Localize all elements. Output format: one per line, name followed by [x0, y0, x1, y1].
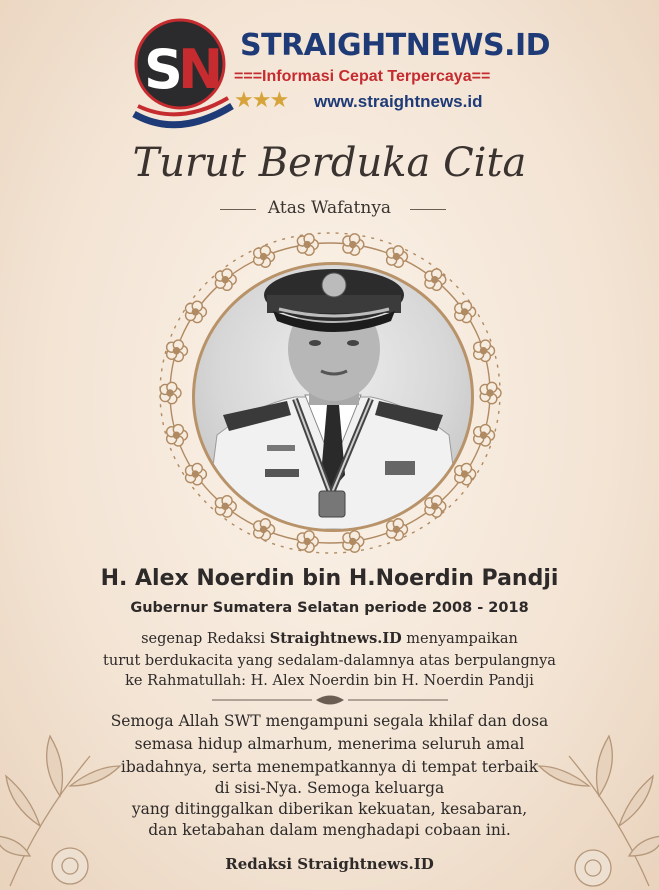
condolence-subtitle: Atas Wafatnya [267, 198, 392, 218]
prayer-line-6: dan ketabahan dalam menghadapi cobaan ini. [148, 821, 511, 839]
portrait-figure [195, 265, 471, 529]
wreath-flower [186, 301, 207, 322]
wreath-flower [254, 246, 275, 267]
wreath-flower [167, 340, 188, 361]
condolence-title: Turut Berduka Cita [132, 140, 527, 186]
wreath-flower [297, 234, 318, 255]
wreath-flower [474, 340, 495, 361]
wreath-flower [254, 519, 275, 540]
brand-tagline: ===Informasi Cepat Terpercaya== [234, 68, 491, 85]
sn-emblem-icon [128, 14, 240, 132]
wreath-flower [186, 463, 207, 484]
rating-stars: ★★★ [234, 88, 288, 113]
wreath-flower [455, 301, 476, 322]
message-line-2: turut berdukacita yang sedalam-dalamnya atas berpulangnya [103, 653, 556, 669]
wreath-flower [343, 531, 364, 552]
wreath-flower [167, 425, 188, 446]
right-leaf-decoration-icon [509, 726, 659, 890]
left-leaf-decoration-icon [0, 726, 150, 890]
prayer-line-5: yang ditinggalkan diberikan kekuatan, kesabaran, [131, 800, 528, 818]
wreath-flower [474, 425, 495, 446]
straightnews-logo [128, 14, 551, 132]
message-line-3: ke Rahmatullah: H. Alex Noerdin bin H. Noerdin Pandji [125, 673, 534, 689]
prayer-line-1: Semoga Allah SWT mengampuni segala khilaf dan dosa [110, 712, 549, 730]
wreath-flower [215, 496, 236, 517]
brand-name: STRAIGHTNEWS.ID [240, 28, 551, 63]
prayer-line-3: ibadahnya, serta menempatkannya di tempat terbaik [120, 758, 539, 776]
wreath-flower [455, 463, 476, 484]
brand-url: www.straightnews.id [314, 92, 483, 111]
prayer-line-4: di sisi-Nya. Semoga keluarga [214, 779, 445, 797]
wreath-flower [160, 382, 181, 403]
portrait-photo [192, 262, 474, 532]
message-line-1-brand: Straightnews.ID [269, 630, 402, 647]
wreath-flower [297, 531, 318, 552]
message-line-1-suffix: menyampaikan [401, 631, 518, 647]
prayer-line-2: semasa hidup almarhum, menerima seluruh amal [134, 735, 525, 753]
deceased-position: Gubernur Sumatera Selatan periode 2008 - 2018 [130, 600, 529, 616]
subtitle-rule-right [410, 209, 446, 210]
ornament-divider-icon [212, 693, 448, 707]
message-line-1 [0, 630, 659, 647]
wreath-flower [215, 269, 236, 290]
svg-text:N: N [178, 38, 224, 101]
svg-text:S: S [144, 38, 183, 101]
deceased-name: H. Alex Noerdin bin H.Noerdin Pandji [100, 566, 559, 591]
wreath-flower [387, 246, 408, 267]
signature: Redaksi Straightnews.ID [225, 855, 434, 873]
wreath-flower [480, 382, 501, 403]
wreath-flower [343, 234, 364, 255]
message-line-1-prefix: segenap Redaksi [141, 631, 270, 647]
